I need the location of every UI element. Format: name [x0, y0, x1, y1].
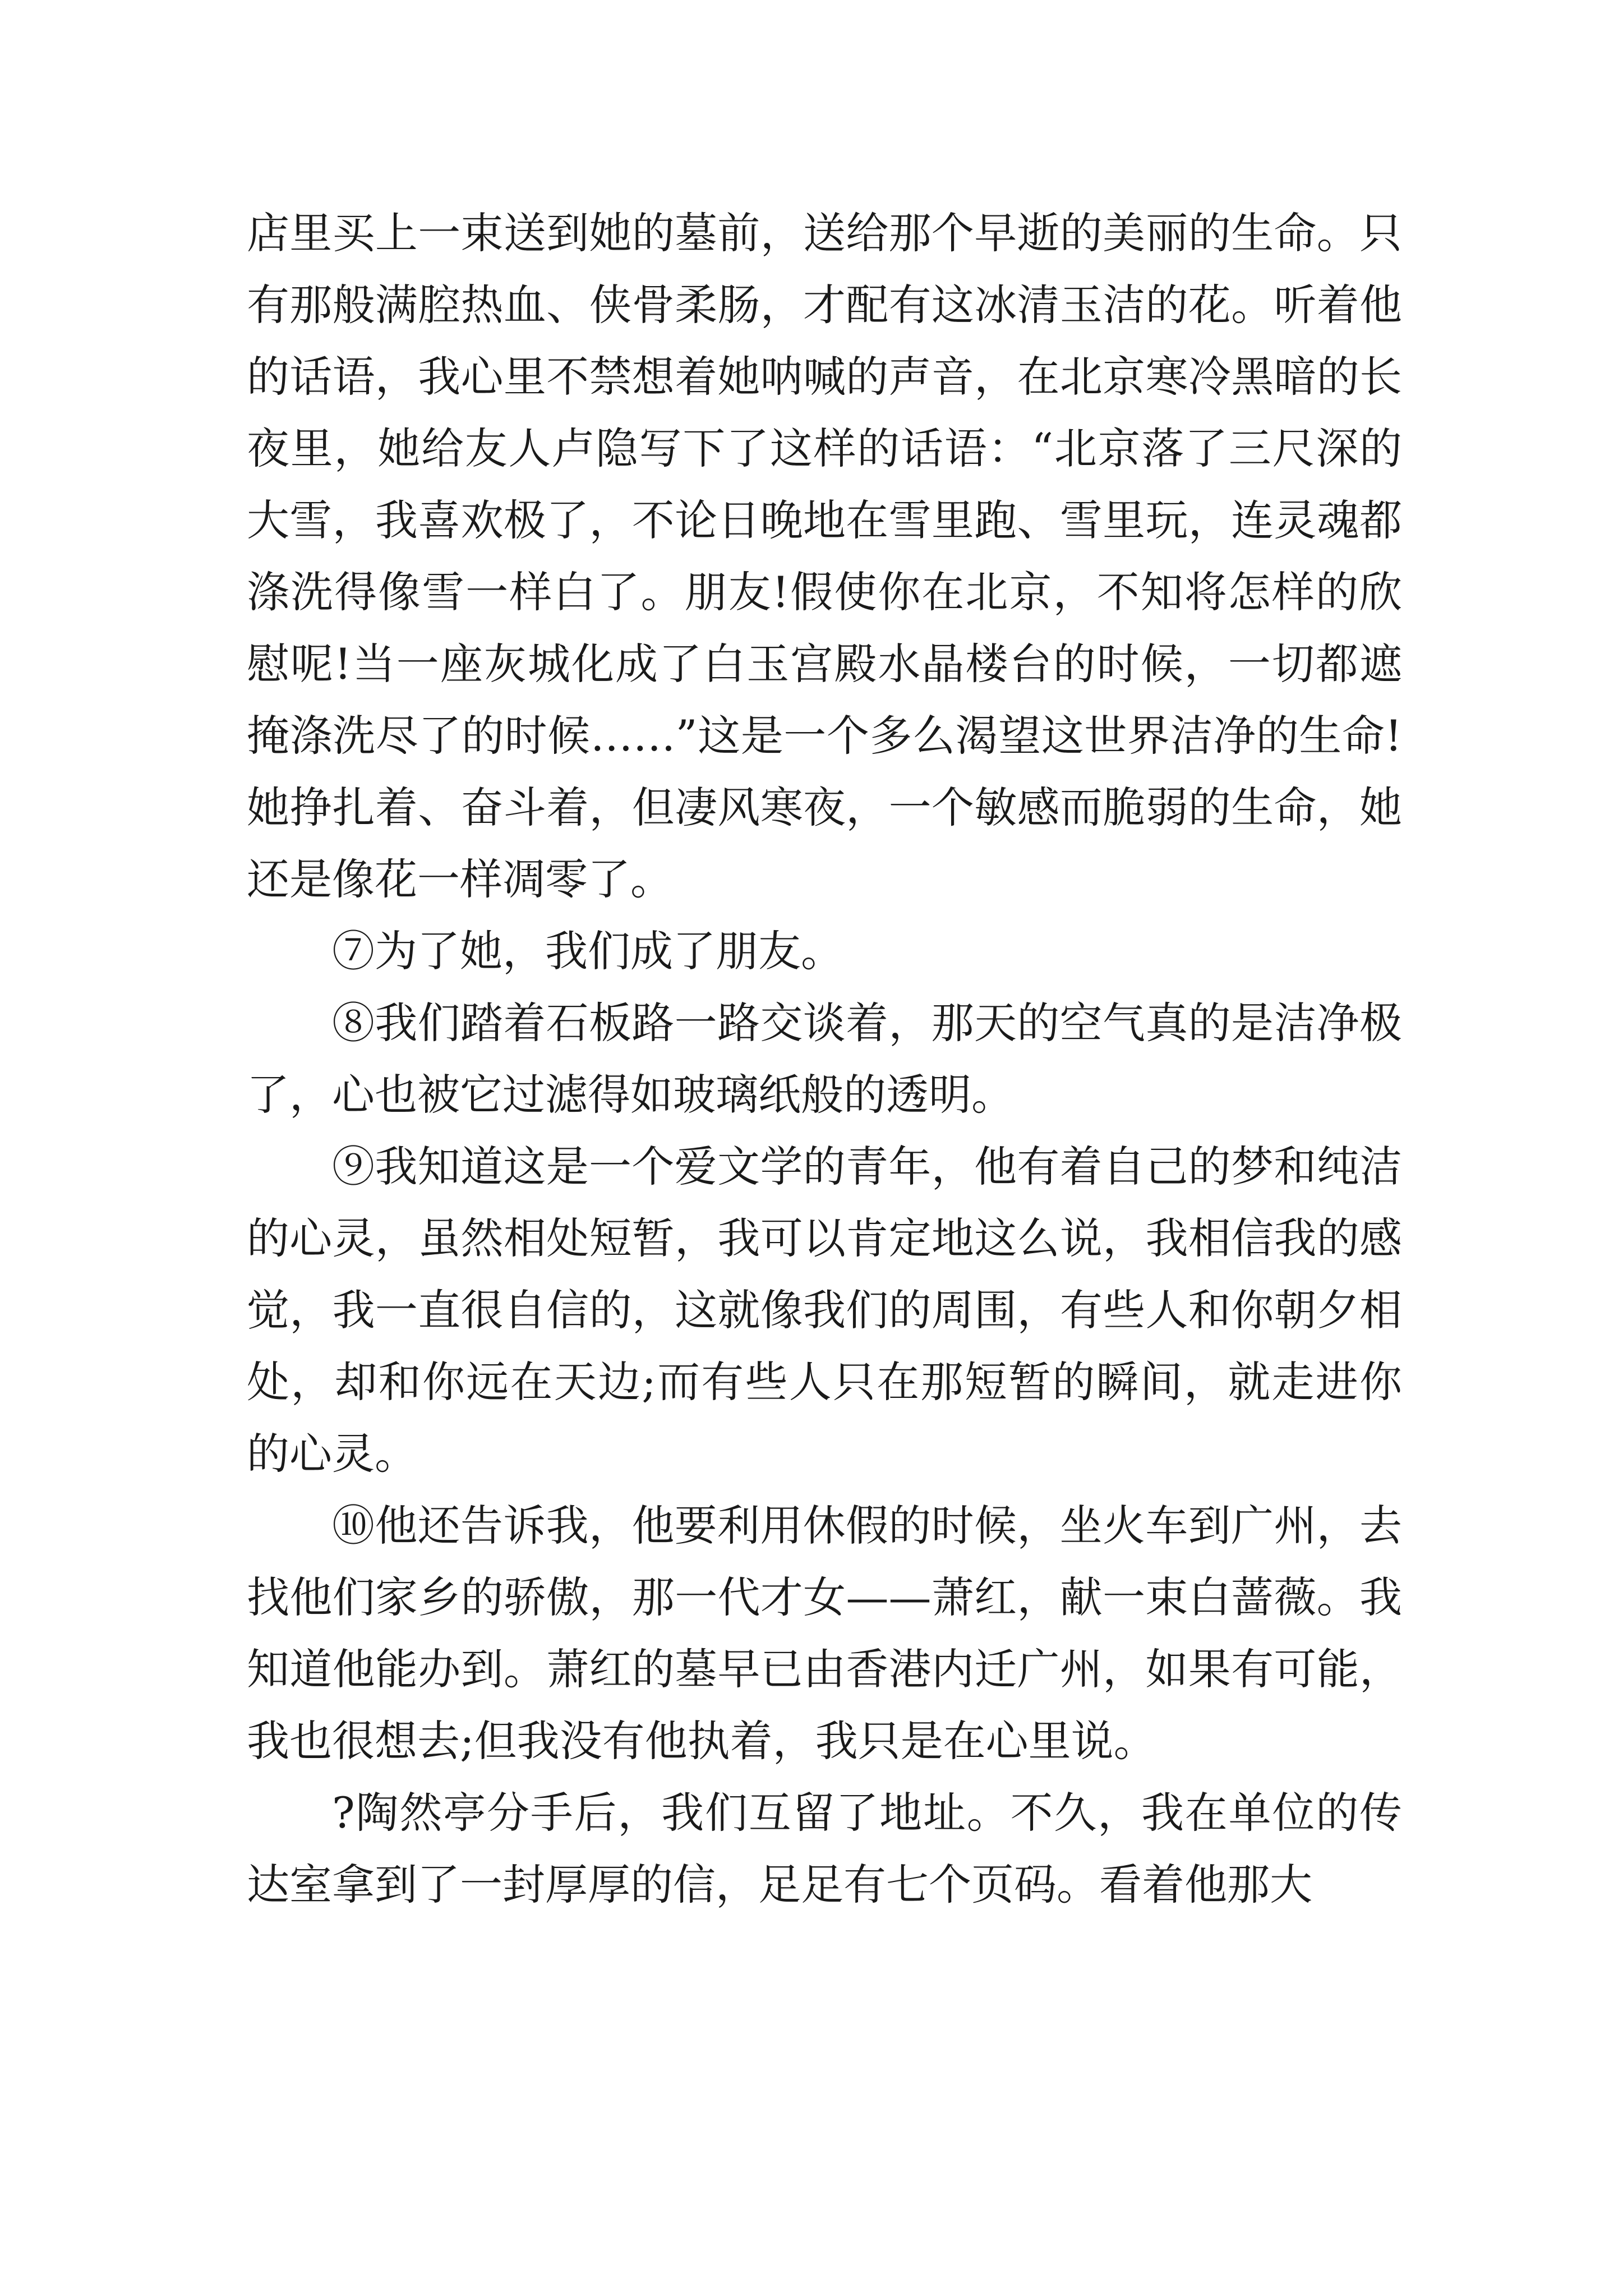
body-text [247, 197, 1402, 1921]
paragraph-11: ?陶然亭分手后，我们互留了地址。不久，我在单位的传达室拿到了一封厚厚的信，足足有七个页码。看着他那大 [247, 1788, 1402, 1910]
paragraph-8: ⑧我们踏着石板路一路交谈着，那天的空气真的是洁净极了，心也被它过滤得如玻璃纸般的透明。 [247, 998, 1402, 1120]
paragraph-7: ⑦为了她，我们成了朋友。 [332, 926, 843, 976]
paragraph-10: ⑩他还告诉我，他要利用休假的时候，坐火车到广州，去找他们家乡的骄傲，那一代才女——萧红，献一束白蔷薇。我知道他能办到。萧红的墓早已由香港内迁广州，如果有可能，我也很想去;但我没有他执着，我只是在心里说。 [247, 1501, 1402, 1766]
paragraph-9: ⑨我知道这是一个爱文学的青年，他有着自己的梦和纯洁的心灵，虽然相处短暂，我可以肯定地这么说，我相信我的感觉，我一直很自信的，这就像我们的周围，有些人和你朝夕相处，却和你远在天边;而有些人只在那短暂的瞬间，就走进你的心灵。 [247, 1142, 1402, 1479]
paragraph-continued: 店里买上一束送到她的墓前，送给那个早逝的美丽的生命。只有那般满腔热血、侠骨柔肠，才配有这冰清玉洁的花。听着他的话语，我心里不禁想着她呐喊的声音，在北京寒冷黑暗的长夜里，她给友人卢隐写下了这样的话语：“北京落了三尺深的大雪，我喜欢极了，不论日晚地在雪里跑、雪里玩，连灵魂都涤洗得像雪一样白了。朋友!假使你在北京，不知将怎样的欣慰呢!当一座灰城化成了白玉宫殿水晶楼台的时候，一切都遮掩涤洗尽了的时候……”这是一个多么渴望这世界洁净的生命!她挣扎着、奋斗着，但凄风寒夜，一个敏感而脆弱的生命，她还是像花一样凋零了。 [247, 208, 1402, 904]
